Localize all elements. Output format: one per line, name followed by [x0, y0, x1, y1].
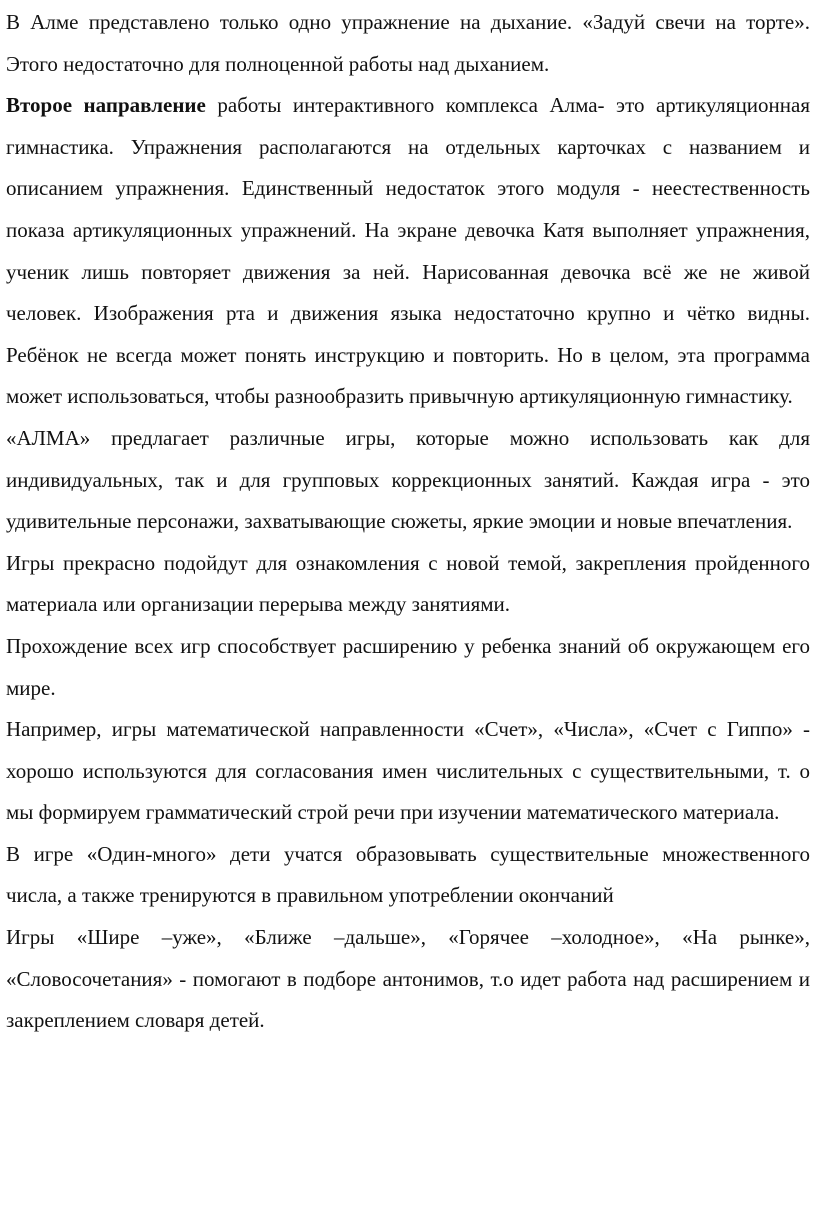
- paragraph-breathing: [6, 2, 810, 85]
- paragraph-games-knowledge: [6, 626, 810, 709]
- paragraph-text: Игры прекрасно подойдут для ознакомления с новой темой, закрепления пройденного материала или организации перерыва между занятиями.: [6, 550, 810, 617]
- paragraph-text: В Алме представлено только одно упражнение на дыхание. «Задуй свечи на торте». Этого недостаточно для полноценной работы над дыханием.: [6, 10, 810, 76]
- paragraph-math-games: [6, 709, 810, 834]
- paragraph-one-many: [6, 834, 810, 917]
- paragraph-antonyms: [6, 917, 810, 1042]
- paragraph-text: Прохождение всех игр способствует расширению у ребенка знаний об окружающем его мире.: [6, 633, 810, 700]
- paragraph-bold-lead: Второе направление: [6, 93, 206, 118]
- paragraph-articulation: [6, 85, 810, 418]
- paragraph-text: Игры «Шире –уже», «Ближе –дальше», «Горячее –холодное», «На рынке», «Словосочетания» - помогают в подборе антонимов, т.о идет работа над расширением и закреплением словаря детей.: [6, 925, 810, 1033]
- paragraph-text: работы интерактивного комплекса Алма- это артикуляционная гимнастика. Упражнения располагаются на отдельных карточках с названием и описанием упражнения. Единственный недостаток этого модуля - неестественность показа артикуляционных упражнений. На экране девочка Катя выполняет упражнения, ученик лишь повторяет движения за ней. Нарисованная девочка всё же не живой человек. Изображения рта и движения языка недостаточно крупно и чётко видны. Ребёнок не всегда может понять инструкцию и повторить. Но в целом, эта программа может использоваться, чтобы разнообразить привычную артикуляционную гимнастику.: [6, 93, 810, 409]
- paragraph-text: «АЛМА» предлагает различные игры, которые можно использовать как для индивидуальных, так и для групповых коррекционных занятий. Каждая игра - это удивительные персонажи, захватывающие сюжеты, яркие эмоции и новые впечатления.: [6, 425, 810, 534]
- paragraph-text: В игре «Один-много» дети учатся образовывать существительные множественного числа, а также тренируются в правильном употреблении окончаний: [6, 841, 810, 908]
- paragraph-games-purpose: [6, 543, 810, 626]
- paragraph-text: Например, игры математической направленности «Счет», «Числа», «Счет с Гиппо» - хорошо используются для согласования имен числительных с существительными, т. о мы формируем грамматический строй речи при изучении математического материала.: [6, 717, 810, 825]
- paragraph-alma-games: [6, 418, 810, 543]
